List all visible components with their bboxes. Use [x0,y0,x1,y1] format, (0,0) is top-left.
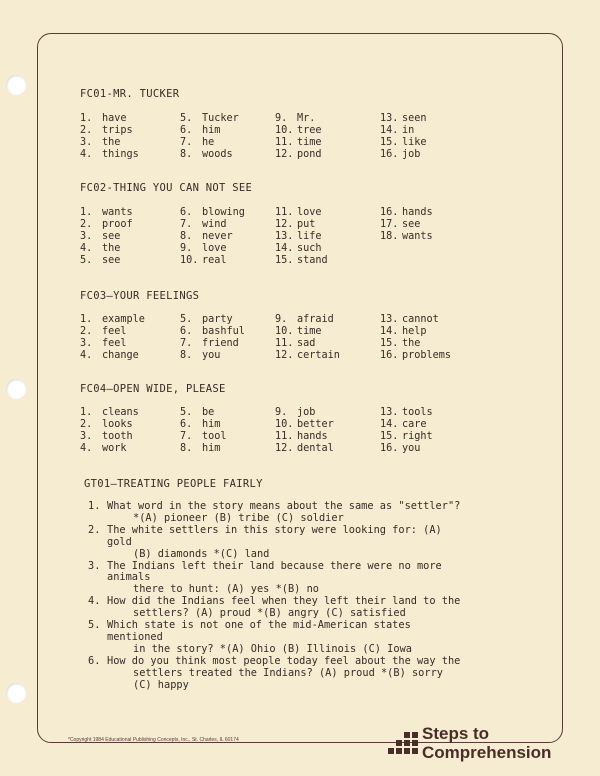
question-text: How do you think most people today feel about the way the [107,654,461,667]
answer-item [380,113,427,125]
answer-item [380,137,427,149]
question-item [88,620,468,656]
item-number: 5. [80,254,93,266]
answer-item [180,207,245,219]
item-number: 16. [380,148,399,160]
item-number: 11. [275,207,294,218]
item-word: love [297,207,322,218]
question-text: How did the Indians feel when they left their land to the [107,595,461,608]
answer-item [275,125,322,137]
answer-item [180,113,239,125]
item-number: 14. [275,242,294,254]
item-number: 11. [275,337,294,349]
item-word: sad [297,337,316,349]
item-word: wind [202,218,227,230]
item-word: example [102,314,145,325]
question-item [88,656,468,692]
item-word: looks [102,418,133,430]
item-word: better [297,418,334,430]
item-number: 3. [80,430,93,442]
item-number: 13. [380,314,399,325]
answer-row [80,431,480,443]
answer-item [180,243,227,255]
answer-item [380,407,433,419]
section-title-gt01: GT01—TREATING PEOPLE FAIRLY [84,478,263,490]
item-number: 13. [380,407,399,418]
answer-item [180,219,227,231]
answer-item [180,407,214,419]
item-number: 14. [380,325,399,337]
answer-item [275,407,315,419]
item-number: 9. [180,242,193,254]
answer-row [80,326,480,338]
answer-item [380,231,433,243]
item-number: 15. [380,337,399,349]
item-number: 11. [275,136,294,148]
answer-row [80,231,480,243]
section-title: FC03—YOUR FEELINGS [80,290,200,302]
item-word: proof [102,218,133,230]
item-word: wants [402,230,433,242]
item-number: 6. [180,207,193,218]
answer-item [80,149,139,161]
answer-item [80,137,120,149]
item-number: 1. [80,113,93,124]
item-number: 4. [80,442,93,454]
item-word: work [102,442,127,454]
item-number: 14. [380,124,399,136]
answer-row [80,137,480,149]
answer-key-grid [80,113,480,161]
answer-item [180,137,214,149]
item-word: help [402,325,427,337]
item-word: real [202,254,227,266]
answer-row [80,149,480,161]
answer-row [80,407,480,419]
item-word: put [297,218,316,230]
section-title: FC02-THING YOU CAN NOT SEE [80,182,253,194]
answer-item [380,125,414,137]
item-word: change [102,349,139,361]
item-word: see [402,218,421,230]
item-word: see [102,230,121,242]
answer-item [275,243,322,255]
item-word: trips [102,124,133,136]
item-word: tooth [102,430,133,442]
item-number: 7. [180,430,193,442]
answer-item [180,419,220,431]
item-number: 2. [80,418,93,430]
question-number: 1. [88,500,101,512]
item-number: 5. [180,407,193,418]
answer-row [80,419,480,431]
item-word: you [202,349,221,361]
item-number: 9. [275,113,288,124]
item-number: 15. [380,136,399,148]
answer-item [180,326,245,338]
section-title: FC01-MR. TUCKER [80,88,180,100]
item-number: 4. [80,349,93,361]
item-number: 2. [80,218,93,230]
item-word: seen [402,113,427,124]
answer-row [80,219,480,231]
answer-item [80,207,133,219]
item-number: 10. [275,418,294,430]
question-answers: (C) happy [133,678,189,691]
answer-row [80,113,480,125]
item-word: cleans [102,407,139,418]
item-word: dental [297,442,334,454]
item-word: tool [202,430,227,442]
item-word: never [202,230,233,242]
answer-item [275,338,315,350]
item-number: 7. [180,136,193,148]
item-number: 8. [180,442,193,454]
answer-key-grid [80,207,480,266]
item-word: Mr. [297,113,316,124]
item-number: 8. [180,230,193,242]
item-number: 9. [275,407,288,418]
item-word: time [297,325,322,337]
answer-item [80,219,133,231]
item-number: 15. [380,430,399,442]
item-number: 2. [80,325,93,337]
item-word: hands [402,207,433,218]
question-number: 3. [88,559,101,572]
answer-item [275,350,340,362]
item-word: tools [402,407,433,418]
item-number: 8. [180,148,193,160]
item-number: 3. [80,136,93,148]
item-word: bashful [202,325,245,337]
answer-row [80,443,480,455]
answer-item [80,338,127,350]
answer-item [380,338,420,350]
item-number: 13. [275,230,294,242]
item-number: 15. [275,254,294,266]
item-number: 1. [80,407,93,418]
item-number: 12. [275,148,294,160]
item-word: tree [297,124,322,136]
item-number: 3. [80,230,93,242]
answer-item [80,243,120,255]
item-number: 12. [275,218,294,230]
answer-item [275,431,328,443]
question-item [88,525,468,561]
answer-item [380,350,451,362]
logo-text-line1: Steps to [422,724,490,743]
binder-hole-bottom [6,683,26,703]
answer-item [380,207,433,219]
answer-key-grid [80,407,480,455]
answer-item [80,443,127,455]
question-text: Which state is not one of the mid-American states mentioned [107,619,411,643]
answer-item [80,113,127,125]
answer-item [80,431,133,443]
question-item [88,501,468,525]
answer-item [275,149,322,161]
question-answers: in the story? *(A) Ohio (B) Illinois (C) Iowa [133,642,412,655]
answer-item [380,431,433,443]
answer-item [275,113,315,125]
logo-text-line2: Comprehension [422,743,552,762]
item-word: certain [297,349,340,361]
answer-item [275,219,315,231]
item-number: 7. [180,337,193,349]
answer-item [80,326,127,338]
answer-item [180,431,227,443]
binder-hole-middle [6,379,26,399]
item-number: 12. [275,349,294,361]
answer-item [180,149,233,161]
answer-row [80,338,480,350]
item-word: things [102,148,139,160]
question-list [88,501,468,692]
answer-item [275,419,334,431]
item-number: 18. [380,230,399,242]
item-word: pond [297,148,322,160]
item-number: 9. [275,314,288,325]
item-word: see [102,254,121,266]
item-word: friend [202,337,239,349]
item-word: have [102,113,127,124]
answer-row [80,255,480,267]
answer-item [275,207,322,219]
answer-item [180,338,239,350]
item-number: 14. [380,418,399,430]
answer-item [80,231,120,243]
answer-row [80,350,480,362]
question-text: The Indians left their land because there were no more animals [107,559,442,584]
item-word: him [202,124,221,136]
item-word: job [297,407,316,418]
binder-hole-top [6,75,26,95]
question-answers: settlers treated the Indians? (A) proud *(B) sorry [133,666,443,679]
question-number: 5. [88,619,101,632]
answer-row [80,314,480,326]
question-answers: there to hunt: (A) yes *(B) no [133,583,319,596]
item-word: care [402,418,427,430]
item-number: 6. [180,325,193,337]
answer-item [380,314,439,326]
item-word: right [402,430,433,442]
item-number: 16. [380,442,399,454]
item-word: the [102,136,121,148]
answer-item [180,125,220,137]
answer-item [180,255,227,267]
question-answers: (B) diamonds *(C) land [133,547,270,560]
item-word: like [402,136,427,148]
item-number: 13. [380,113,399,124]
answer-item [180,231,233,243]
item-number: 5. [180,314,193,325]
answer-item [380,149,420,161]
answer-item [80,350,139,362]
item-word: afraid [297,314,334,325]
item-number: 10. [275,124,294,136]
item-number: 10. [275,325,294,337]
answer-item [80,419,133,431]
item-word: he [202,136,215,148]
item-word: job [402,148,421,160]
question-number: 6. [88,654,101,667]
question-item [88,561,468,597]
copyright-notice: *Copyright 1984 Educational Publishing Concepts, Inc., St. Charles, IL 60174 [68,737,239,743]
item-word: such [297,242,322,254]
item-word: wants [102,207,133,218]
answer-item [80,255,120,267]
item-word: the [102,242,121,254]
item-number: 1. [80,314,93,325]
question-answers: settlers? (A) proud *(B) angry (C) satisfied [133,607,406,620]
answer-item [380,219,420,231]
item-number: 1. [80,207,93,218]
answer-item [180,443,220,455]
item-word: problems [402,349,452,361]
answer-item [380,443,420,455]
item-word: be [202,407,215,418]
item-word: feel [102,325,127,337]
question-text: What word in the story means about the same as "settler"? [107,500,461,512]
item-word: woods [202,148,233,160]
item-word: cannot [402,314,439,325]
item-word: party [202,314,233,325]
item-number: 11. [275,430,294,442]
item-word: life [297,230,322,242]
item-number: 10. [180,254,199,266]
question-text: The white settlers in this story were looking for: (A) gold [107,523,442,548]
answer-key-grid [80,314,480,362]
item-word: in [402,124,415,136]
question-number: 2. [88,523,101,536]
section-title: FC04—OPEN WIDE, PLEASE [80,383,226,395]
item-word: feel [102,337,127,349]
item-word: him [202,418,221,430]
item-number: 8. [180,349,193,361]
item-word: you [402,442,421,454]
answer-item [275,255,328,267]
answer-item [380,326,427,338]
item-number: 4. [80,242,93,254]
item-number: 4. [80,148,93,160]
answer-item [275,326,322,338]
answer-row [80,207,480,219]
item-word: Tucker [202,113,239,124]
item-word: him [202,442,221,454]
item-word: stand [297,254,328,266]
answer-item [275,443,334,455]
answer-item [180,314,233,326]
item-number: 6. [180,418,193,430]
answer-item [80,314,145,326]
question-answers: *(A) pioneer (B) tribe (C) soldier [133,511,344,524]
item-number: 12. [275,442,294,454]
answer-row [80,125,480,137]
answer-item [180,350,220,362]
item-word: love [202,242,227,254]
answer-item [275,314,334,326]
item-word: the [402,337,421,349]
answer-row [80,243,480,255]
item-word: time [297,136,322,148]
question-item [88,596,468,620]
item-number: 3. [80,337,93,349]
logo-squares-icon [386,726,420,760]
answer-item [80,125,133,137]
item-word: hands [297,430,328,442]
item-number: 2. [80,124,93,136]
item-number: 5. [180,113,193,124]
item-number: 17. [380,218,399,230]
item-number: 6. [180,124,193,136]
answer-item [275,231,322,243]
question-number: 4. [88,595,101,608]
answer-item [80,407,139,419]
item-number: 16. [380,207,399,218]
answer-item [380,419,427,431]
item-word: blowing [202,207,245,218]
item-number: 7. [180,218,193,230]
item-number: 16. [380,349,399,361]
answer-item [275,137,322,149]
